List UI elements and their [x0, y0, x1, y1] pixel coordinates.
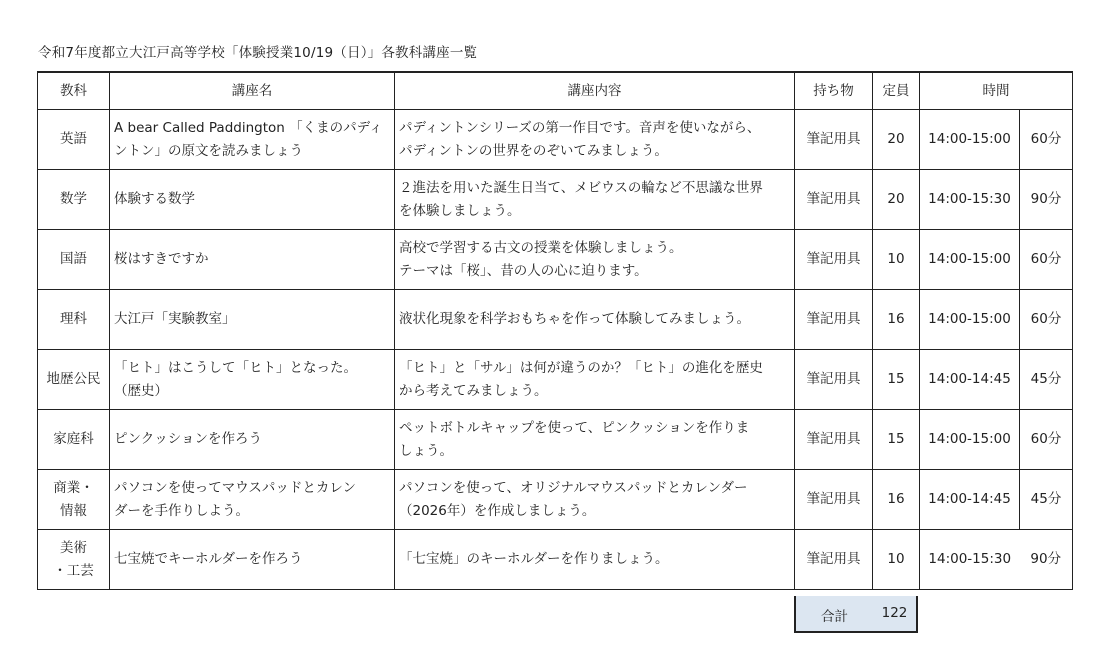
course-name-line: ピンクッションを作ろう [114, 431, 262, 447]
items-cell: 筆記用具 [795, 110, 873, 170]
course-name-cell [110, 110, 395, 170]
time-range-cell: 14:00-15:30 [920, 170, 1020, 230]
subject-line: 英語 [60, 131, 87, 147]
subject-cell [38, 350, 110, 410]
total-value: 122 [881, 605, 908, 621]
capacity-cell: 16 [873, 290, 920, 350]
items-cell: 筆記用具 [795, 290, 873, 350]
header-content: 講座内容 [395, 72, 795, 110]
content-line: から考えてみましょう。 [399, 382, 548, 399]
items-cell: 筆記用具 [795, 470, 873, 530]
subject-line: 情報 [60, 502, 87, 519]
table-row [38, 350, 1073, 410]
course-name-line: ダーを手作りしよう。 [114, 502, 249, 519]
table-row [38, 530, 1073, 590]
table-row [38, 170, 1073, 230]
course-name-cell [110, 350, 395, 410]
content-line: 「七宝焼」のキーホルダーを作りましょう。 [399, 551, 669, 567]
content-line: テーマは「桜」、昔の人の心に迫ります。 [399, 262, 648, 279]
content-line: しょう。 [399, 442, 453, 459]
content-cell [395, 410, 795, 470]
content-cell [395, 350, 795, 410]
course-name-cell [110, 530, 395, 590]
content-line: ２進法を用いた誕生日当て、メビウスの輪など不思議な世界 [399, 179, 763, 196]
duration-cell: 60分 [1020, 230, 1073, 290]
course-name-line: 七宝焼でキーホルダーを作ろう [114, 551, 303, 567]
course-name-cell [110, 290, 395, 350]
table-row [38, 230, 1073, 290]
time-range-cell: 14:00-15:30 [920, 530, 1020, 590]
content-line: を体験しましょう。 [399, 202, 521, 219]
subject-line: ・工芸 [53, 562, 94, 579]
course-name-line: ントン」の原文を読みましょう [114, 142, 303, 159]
subject-line: 数学 [60, 191, 87, 207]
duration-cell: 45分 [1020, 350, 1073, 410]
time-range-cell: 14:00-14:45 [920, 470, 1020, 530]
capacity-cell: 10 [873, 230, 920, 290]
content-line: （2026年）を作成しましょう。 [399, 502, 596, 519]
content-line: ペットボトルキャップを使って、ピンクッションを作りま [399, 419, 750, 436]
subject-line: 美術 [60, 539, 87, 556]
duration-cell: 60分 [1020, 290, 1073, 350]
table-row [38, 410, 1073, 470]
time-range-cell: 14:00-14:45 [920, 350, 1020, 410]
course-name-line: 体験する数学 [114, 191, 195, 207]
header-items: 持ち物 [795, 72, 873, 110]
duration-cell: 90分 [1020, 530, 1073, 590]
items-cell: 筆記用具 [795, 230, 873, 290]
items-cell: 筆記用具 [795, 170, 873, 230]
content-line: 高校で学習する古文の授業を体験しましょう。 [399, 239, 683, 256]
content-cell [395, 470, 795, 530]
content-line: 「ヒト」と「サル」は何が違うのか？「ヒト」の進化を歴史 [399, 359, 763, 376]
duration-cell: 90分 [1020, 170, 1073, 230]
capacity-cell: 15 [873, 350, 920, 410]
table-body [38, 110, 1073, 590]
subject-cell [38, 170, 110, 230]
duration-cell: 60分 [1020, 110, 1073, 170]
table-row [38, 290, 1073, 350]
capacity-cell: 20 [873, 170, 920, 230]
course-name-line: 「ヒト」はこうして「ヒト」となった。 [114, 359, 357, 376]
header-course-name: 講座名 [110, 72, 395, 110]
page-title: 令和7年度都立大江戸高等学校「体験授業10/19（日）」各教科講座一覧 [38, 45, 478, 61]
capacity-cell: 15 [873, 410, 920, 470]
table-row [38, 110, 1073, 170]
total-box [794, 596, 918, 633]
subject-line: 家庭科 [53, 431, 94, 447]
subject-line: 理科 [60, 311, 87, 327]
content-cell [395, 170, 795, 230]
table-row [38, 470, 1073, 530]
subject-cell [38, 530, 110, 590]
duration-cell: 60分 [1020, 410, 1073, 470]
header-capacity: 定員 [873, 72, 920, 110]
capacity-cell: 16 [873, 470, 920, 530]
time-range-cell: 14:00-15:00 [920, 410, 1020, 470]
course-name-line: A bear Called Paddington 「くまのパディ [114, 119, 383, 136]
time-range-cell: 14:00-15:00 [920, 230, 1020, 290]
subject-cell [38, 470, 110, 530]
total-label: 合計 [821, 609, 848, 625]
content-line: パソコンを使って、オリジナルマウスパッドとカレンダー [399, 479, 748, 496]
subject-line: 国語 [60, 251, 87, 267]
capacity-cell: 20 [873, 110, 920, 170]
duration-cell: 45分 [1020, 470, 1073, 530]
course-name-cell [110, 170, 395, 230]
header-subject: 教科 [38, 72, 110, 110]
items-cell: 筆記用具 [795, 410, 873, 470]
capacity-cell: 10 [873, 530, 920, 590]
time-range-cell: 14:00-15:00 [920, 110, 1020, 170]
content-cell [395, 530, 795, 590]
course-name-cell [110, 230, 395, 290]
items-cell: 筆記用具 [795, 350, 873, 410]
course-table [37, 71, 1073, 590]
content-line: パディントンシリーズの第一作目です。音声を使いながら、 [399, 119, 761, 136]
course-name-cell [110, 470, 395, 530]
content-cell [395, 290, 795, 350]
course-name-line: （歴史） [114, 382, 168, 399]
subject-cell [38, 410, 110, 470]
content-cell [395, 230, 795, 290]
course-name-line: 大江戸「実験教室」 [114, 311, 236, 327]
subject-line: 地歴公民 [46, 371, 101, 387]
table-header-row [38, 72, 1073, 110]
subject-line: 商業・ [53, 479, 94, 496]
content-line: パディントンの世界をのぞいてみましょう。 [399, 142, 668, 159]
content-line: 液状化現象を科学おもちゃを作って体験してみましょう。 [399, 311, 750, 327]
course-name-line: 桜はすきですか [114, 251, 209, 267]
course-name-cell [110, 410, 395, 470]
subject-cell [38, 110, 110, 170]
content-cell [395, 110, 795, 170]
items-cell: 筆記用具 [795, 530, 873, 590]
subject-cell [38, 230, 110, 290]
header-time: 時間 [920, 72, 1073, 110]
subject-cell [38, 290, 110, 350]
time-range-cell: 14:00-15:00 [920, 290, 1020, 350]
course-name-line: パソコンを使ってマウスパッドとカレン [114, 479, 356, 496]
